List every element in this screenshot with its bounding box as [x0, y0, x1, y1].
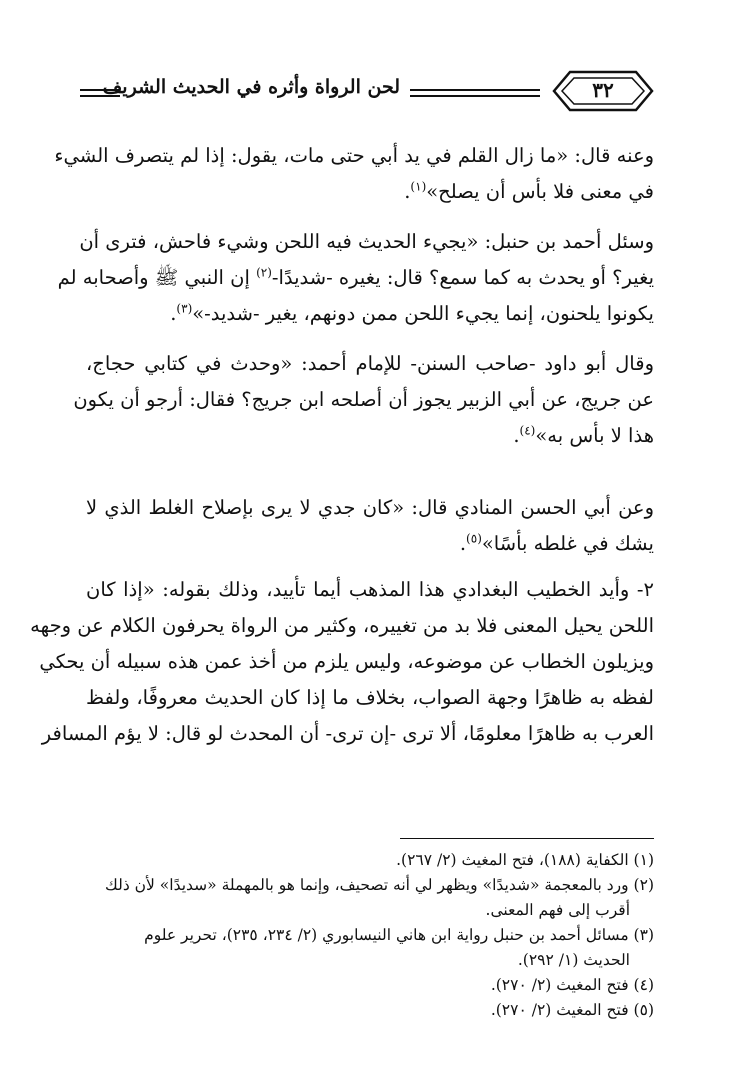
text-line: هذا لا بأس به»$^{(٤)}$.: [513, 423, 654, 447]
text-line: ويزيلون الخطاب عن موضوعه، وليس يلزم من أخذ عمن هذه سبيله أن يحكي: [39, 650, 654, 673]
page-number: ٣٢: [592, 78, 614, 102]
paragraph-3: [73, 346, 654, 454]
text-line: يشك في غلطه بأسًا»$^{(٥)}$.: [459, 531, 654, 555]
footnote-5: (٥) فتح المغيث (٢/ ٢٧٠).: [490, 1001, 654, 1019]
text-line: في معنى فلا بأس أن يصلح»$^{(١)}$.: [404, 179, 654, 203]
text-line: يغير؟ أو يحدث به كما سمع؟ قال: يغيره -شديدًا-$^{(٢)}$ إن النبي ﷺ وأصحابه لم: [57, 265, 654, 289]
paragraph-4: [86, 490, 654, 562]
footnote-3: (٣) مسائل أحمد بن حنبل رواية ابن هاني النيسابوري (٢/ ٢٣٤، ٢٣٥)، تحرير علوم: [144, 926, 654, 944]
page-header: [70, 62, 670, 122]
paragraph-5: [30, 572, 654, 752]
footnote-reference: (٥): [466, 531, 482, 546]
footnote-reference: (٣): [176, 301, 193, 316]
footnotes: [86, 848, 654, 1023]
paragraph-2: [57, 224, 654, 332]
footnote-reference: (٤): [519, 423, 536, 438]
footnote-reference: (١): [410, 179, 427, 194]
text-line: اللحن يحيل المعنى فلا بد من تغييره، وكثير من الرواة يحرفون الكلام عن وجهه: [30, 614, 654, 637]
text-line: وعن أبي الحسن المنادي قال: «كان جدي لا يرى بإصلاح الغلط الذي لا: [86, 496, 654, 519]
header-rule-middle: [410, 89, 540, 97]
footnote-reference: (٢): [256, 265, 272, 280]
text-line: لفظه به ظاهرًا وجهة الصواب، بخلاف ما إذا كان الحديث معروفًا، ولفظ: [86, 686, 654, 709]
text-line: يكونوا يلحنون، إنما يجيء اللحن ممن دونهم، يغير -شديد-»$^{(٣)}$.: [170, 301, 654, 325]
footnote-2: (٢) ورد بالمعجمة «شديدًا» ويظهر لي أنه تصحيف، وإنما هو بالمهملة «سديدًا» لأن ذلك: [105, 876, 654, 894]
footnote-separator: [400, 838, 654, 839]
footnote-4: (٤) فتح المغيث (٢/ ٢٧٠).: [490, 976, 654, 994]
text-line: العرب به ظاهرًا معلومًا، ألا ترى -إن ترى- أن المحدث لو قال: لا يؤم المسافر: [41, 722, 654, 745]
text-line: وقال أبو داود -صاحب السنن- للإمام أحمد: «وحدث في كتابي حجاج،: [86, 352, 654, 375]
running-title: لحن الرواة وأثره في الحديث الشريف: [102, 76, 400, 98]
text-line: وسئل أحمد بن حنبل: «يجيء الحديث فيه اللحن وشيء فاحش، فترى أن: [79, 230, 654, 253]
footnote-1: (١) الكفاية (١٨٨)، فتح المغيث (٢/ ٢٦٧).: [396, 851, 654, 869]
paragraph-1: [54, 138, 654, 210]
text-line: عن جريج، عن أبي الزبير يجوز أن أصلحه ابن جريج؟ فقال: أرجو أن يكون: [73, 388, 654, 411]
text-line: ٢- وأيد الخطيب البغدادي هذا المذهب أيما تأييد، وذلك بقوله: «إذا كان: [86, 578, 654, 601]
footnote-3-continued: الحديث (١/ ٢٩٢).: [517, 951, 630, 969]
footnote-2-continued: أقرب إلى فهم المعنى.: [485, 901, 630, 919]
text-line: وعنه قال: «ما زال القلم في يد أبي حتى مات، يقول: إذا لم يتصرف الشيء: [54, 144, 654, 167]
